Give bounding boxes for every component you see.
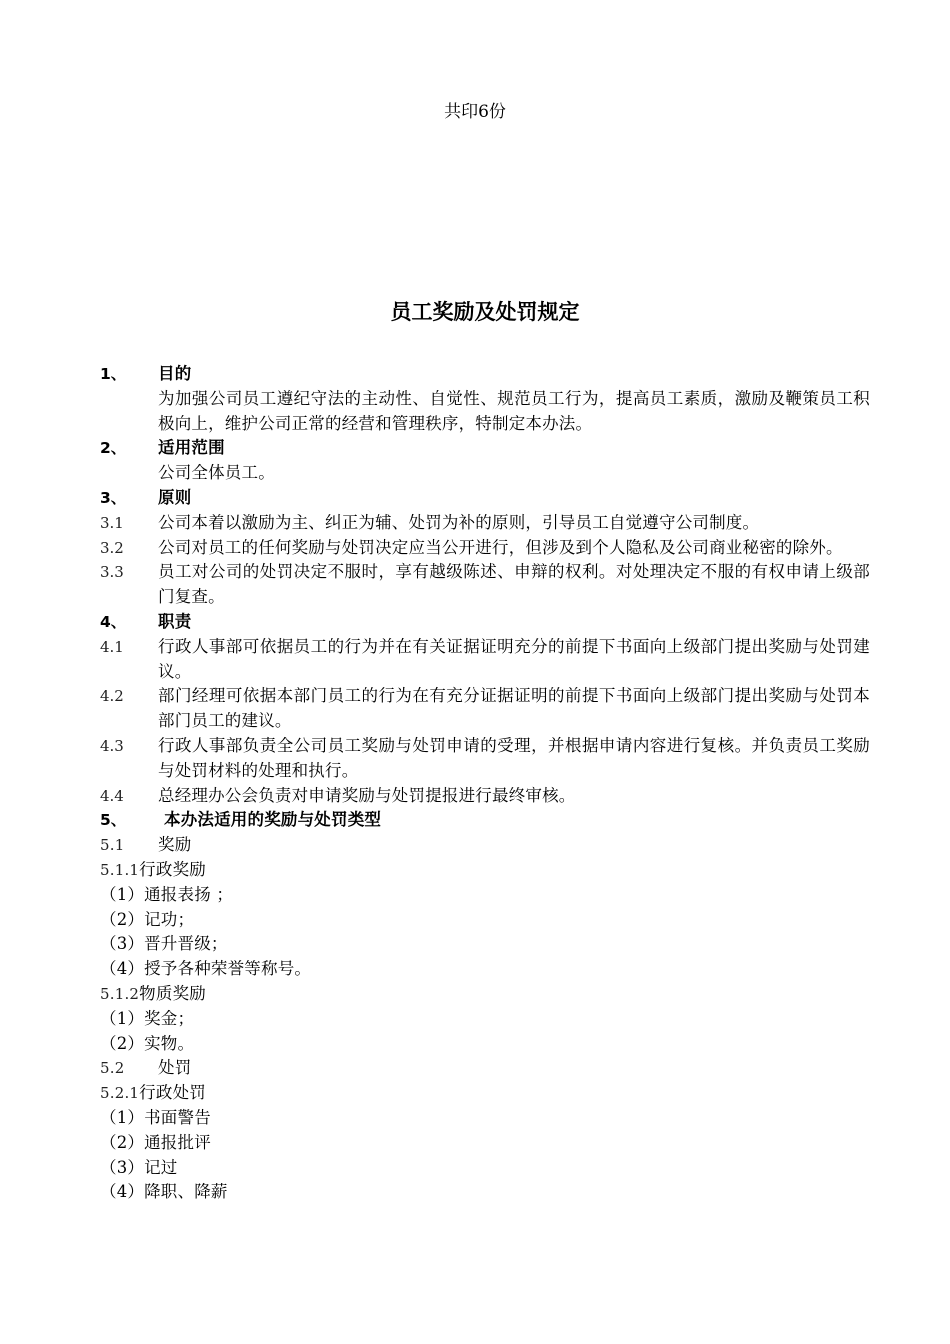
section-heading: 职责 <box>158 611 192 631</box>
clause-4-3 <box>100 734 870 784</box>
list-item: （2）通报批评 <box>100 1132 211 1152</box>
subsection-5-2 <box>100 1056 870 1081</box>
section-1-heading <box>100 362 870 387</box>
clause-text: 行政人事部负责全公司员工奖励与处罚申请的受理，并根据申请内容进行复核。并负责员工奖励与处罚材料的处理和执行。 <box>158 735 870 780</box>
clause-text: 员工对公司的处罚决定不服时，享有越级陈述、申辩的权利。对处理决定不服的有权申请上级部门复查。 <box>158 562 870 607</box>
subsection-5-1-1 <box>100 858 870 883</box>
subsection-label: 行政处罚 <box>139 1083 206 1103</box>
subsection-5-1-2 <box>100 982 870 1007</box>
clause-4-1 <box>100 635 870 685</box>
clause-text: 公司本着以激励为主、纠正为辅、处罚为补的原则，引导员工自觉遵守公司制度。 <box>158 512 760 532</box>
document-body <box>100 362 870 1205</box>
section-2-heading <box>100 436 870 461</box>
clause-number: 4.4 <box>100 786 124 805</box>
section-heading: 适用范围 <box>158 438 225 458</box>
section-number: 2、 <box>100 439 127 458</box>
clause-text: 部门经理可依据本部门员工的行为在有充分证据证明的前提下书面向上级部门提出奖励与处罚本部门员工的建议。 <box>158 686 870 731</box>
section-number: 5、 <box>100 811 127 830</box>
subsection-label: 物质奖励 <box>139 983 206 1003</box>
clause-text: 总经理办公会负责对申请奖励与处罚提报进行最终审核。 <box>158 785 576 805</box>
subsection-number: 5.2 <box>100 1059 125 1078</box>
clause-text: 公司对员工的任何奖励与处罚决定应当公开进行，但涉及到个人隐私及公司商业秘密的除外。 <box>158 537 843 557</box>
subsection-number: 5.1.1 <box>100 860 140 879</box>
clause-4-4 <box>100 784 870 809</box>
section-number: 4、 <box>100 612 127 631</box>
list-item: （1）书面警告 <box>100 1107 211 1127</box>
section-2-text: 公司全体员工。 <box>158 463 275 483</box>
subsection-5-1 <box>100 833 870 858</box>
section-1-text: 为加强公司员工遵纪守法的主动性、自觉性、规范员工行为，提高员工素质，激励及鞭策员工积极向上，维护公司正常的经营和管理秩序，特制定本办法。 <box>158 388 870 433</box>
subsection-5-2-1 <box>100 1081 870 1106</box>
list-item: （1）通报表扬 ； <box>100 884 234 904</box>
section-heading: 原则 <box>158 487 192 507</box>
section-5-heading <box>100 808 870 833</box>
section-number: 1、 <box>100 365 127 383</box>
subsection-label: 处罚 <box>158 1058 192 1078</box>
clause-3-1 <box>100 511 870 536</box>
list-item: （2）实物。 <box>100 1033 195 1053</box>
list-item: （3）记过 <box>100 1157 178 1177</box>
document-title: 员工奖励及处罚规定 <box>390 300 580 324</box>
clause-number: 3.2 <box>100 538 124 557</box>
clause-number: 4.2 <box>100 687 124 706</box>
clause-4-2 <box>100 684 870 734</box>
list-item: （4）授予各种荣誉等称号。 <box>100 959 312 979</box>
list-item: （1）奖金； <box>100 1008 195 1028</box>
clause-number: 4.3 <box>100 736 124 755</box>
section-3-heading <box>100 486 870 511</box>
list-item: （2）记功； <box>100 909 195 929</box>
list-item: （3）晋升晋级； <box>100 934 228 954</box>
clause-number: 3.1 <box>100 513 124 532</box>
clause-3-2 <box>100 536 870 561</box>
subsection-number: 5.2.1 <box>100 1084 140 1103</box>
section-heading: 目的 <box>158 364 192 383</box>
subsection-number: 5.1.2 <box>100 984 140 1003</box>
clause-number: 3.3 <box>100 563 124 582</box>
clause-text: 行政人事部可依据员工的行为并在有关证据证明充分的前提下书面向上级部门提出奖励与处罚建议。 <box>158 636 870 681</box>
subsection-number: 5.1 <box>100 836 125 855</box>
section-number: 3、 <box>100 488 127 507</box>
copies-note: 共印6份 <box>444 102 506 122</box>
section-heading: 本办法适用的奖励与处罚类型 <box>164 810 382 830</box>
subsection-label: 行政奖励 <box>139 859 206 879</box>
clause-3-3 <box>100 560 870 610</box>
clause-number: 4.1 <box>100 637 124 656</box>
subsection-label: 奖励 <box>158 835 192 855</box>
list-item: （4）降职、降薪 <box>100 1182 228 1202</box>
section-4-heading <box>100 610 870 635</box>
